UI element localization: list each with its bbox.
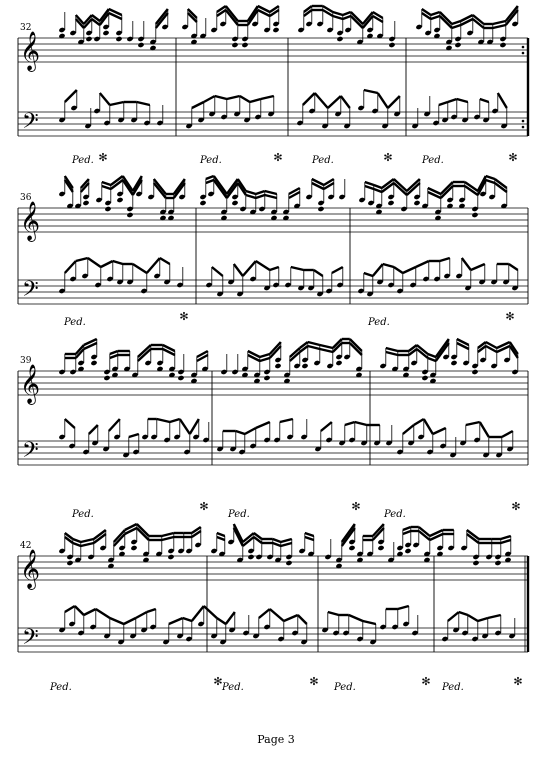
pedal-mark: Ped. bbox=[64, 317, 86, 328]
beam bbox=[162, 533, 174, 536]
pedal-mark: Ped. bbox=[222, 682, 244, 693]
beam bbox=[303, 93, 315, 105]
beam bbox=[65, 261, 76, 273]
beam bbox=[100, 93, 110, 105]
beam bbox=[343, 12, 351, 15]
pedal-mark: Ped. bbox=[334, 682, 356, 693]
beam bbox=[403, 425, 414, 434]
pedal-release-mark: ✻ bbox=[421, 675, 431, 688]
pedal-release-mark: ✻ bbox=[309, 675, 319, 688]
beam bbox=[298, 615, 307, 624]
beam bbox=[234, 264, 243, 276]
beam bbox=[256, 422, 270, 428]
beam bbox=[170, 419, 180, 422]
beam bbox=[281, 539, 292, 542]
notehead bbox=[263, 375, 270, 381]
beam bbox=[471, 264, 485, 270]
beam bbox=[436, 339, 449, 357]
beam bbox=[320, 345, 333, 348]
beam bbox=[480, 422, 489, 437]
notehead bbox=[454, 42, 461, 48]
beam bbox=[65, 419, 75, 428]
pedal-release-mark: ✻ bbox=[213, 675, 223, 688]
beam bbox=[217, 618, 226, 624]
beam bbox=[493, 21, 506, 24]
beam bbox=[424, 419, 433, 434]
notehead bbox=[116, 197, 123, 203]
beam bbox=[386, 348, 398, 351]
pedal-release-mark: ✻ bbox=[179, 310, 189, 323]
beam bbox=[256, 191, 265, 194]
beam bbox=[260, 358, 270, 361]
beam bbox=[73, 539, 81, 542]
beam bbox=[328, 96, 341, 108]
beam bbox=[355, 422, 367, 425]
beam bbox=[214, 176, 227, 194]
beam bbox=[333, 12, 343, 15]
notehead bbox=[126, 212, 133, 218]
beam bbox=[333, 16, 343, 19]
beam bbox=[281, 543, 292, 546]
beam bbox=[243, 261, 256, 276]
notehead bbox=[115, 36, 122, 42]
measure-number: 42 bbox=[20, 541, 32, 551]
beam bbox=[73, 543, 81, 546]
beam bbox=[96, 609, 110, 618]
beam bbox=[486, 176, 495, 179]
beam bbox=[341, 96, 350, 108]
bass-clef: 𝄢 bbox=[22, 277, 39, 307]
beam bbox=[365, 182, 374, 185]
beam bbox=[383, 264, 394, 267]
measure-number: 39 bbox=[20, 356, 32, 366]
notehead bbox=[231, 42, 238, 48]
pedal-release-mark: ✻ bbox=[383, 151, 393, 164]
beam bbox=[364, 273, 373, 276]
notehead bbox=[450, 360, 457, 366]
treble-clef: 𝄞 bbox=[20, 549, 41, 589]
notehead bbox=[387, 200, 394, 206]
repeat-dot bbox=[522, 52, 525, 55]
pedal-mark: Ped. bbox=[422, 155, 444, 166]
beam bbox=[113, 261, 123, 264]
beam bbox=[342, 524, 355, 542]
bass-staff bbox=[18, 628, 528, 652]
beam bbox=[265, 191, 277, 194]
beam bbox=[65, 606, 75, 612]
beam bbox=[498, 93, 507, 108]
measure-number: 32 bbox=[20, 23, 32, 33]
notehead bbox=[317, 206, 324, 212]
beam bbox=[431, 12, 440, 15]
systems-layer bbox=[18, 6, 528, 693]
beam bbox=[162, 537, 174, 540]
beam bbox=[136, 612, 147, 618]
beam bbox=[259, 609, 270, 618]
beam bbox=[291, 267, 304, 270]
beam bbox=[110, 351, 118, 354]
beam bbox=[321, 422, 332, 431]
beam bbox=[183, 618, 192, 621]
beam bbox=[468, 615, 478, 621]
beam bbox=[270, 609, 284, 621]
treble-clef: 𝄞 bbox=[20, 201, 41, 241]
beam bbox=[273, 543, 281, 546]
bass-notes bbox=[58, 90, 507, 129]
beam bbox=[428, 354, 436, 357]
beam bbox=[478, 618, 488, 621]
bass-staff bbox=[18, 280, 528, 304]
notehead bbox=[177, 375, 184, 381]
beam bbox=[486, 180, 495, 183]
beam bbox=[110, 355, 118, 358]
notehead bbox=[274, 363, 281, 369]
repeat-dot bbox=[522, 120, 525, 123]
beam bbox=[109, 419, 120, 431]
beam bbox=[215, 96, 227, 99]
beam bbox=[459, 612, 468, 615]
beam bbox=[439, 102, 448, 105]
beam bbox=[124, 618, 136, 624]
bass-notes bbox=[58, 258, 518, 297]
beam bbox=[212, 267, 223, 276]
beam bbox=[452, 25, 461, 28]
beam bbox=[204, 96, 215, 102]
beam bbox=[227, 96, 240, 99]
beam bbox=[256, 195, 265, 198]
beam bbox=[373, 264, 383, 276]
bass-clef: 𝄢 bbox=[22, 438, 39, 468]
beam bbox=[102, 186, 111, 189]
beam bbox=[110, 618, 124, 624]
pedal-release-mark: ✻ bbox=[511, 500, 521, 513]
beam bbox=[75, 606, 84, 615]
beam bbox=[76, 258, 88, 261]
beam bbox=[378, 93, 388, 108]
notehead bbox=[167, 554, 174, 560]
beam bbox=[190, 419, 199, 434]
beam bbox=[246, 191, 256, 194]
pedal-release-mark: ✻ bbox=[273, 151, 283, 164]
system bbox=[18, 524, 528, 693]
measure-number: 36 bbox=[20, 193, 32, 203]
beam bbox=[260, 354, 270, 357]
notehead bbox=[231, 200, 238, 206]
beam bbox=[363, 621, 376, 624]
notehead bbox=[336, 36, 343, 42]
beam bbox=[256, 261, 270, 270]
notehead bbox=[335, 360, 342, 366]
notehead bbox=[82, 200, 89, 206]
beam bbox=[493, 25, 506, 28]
bass-notes bbox=[58, 419, 513, 458]
pedal-mark: Ped. bbox=[200, 155, 222, 166]
notehead bbox=[241, 42, 248, 48]
repeat-dot bbox=[522, 46, 525, 49]
notehead bbox=[413, 200, 420, 206]
beam bbox=[160, 258, 170, 264]
beam bbox=[110, 102, 124, 105]
treble-clef: 𝄞 bbox=[20, 364, 41, 404]
beam bbox=[129, 434, 139, 437]
bass-clef: 𝄢 bbox=[22, 109, 39, 139]
beam bbox=[305, 537, 314, 540]
system bbox=[18, 6, 528, 166]
beam bbox=[226, 612, 235, 624]
beam bbox=[349, 615, 363, 621]
beam bbox=[236, 431, 245, 434]
pedal-release-mark: ✻ bbox=[513, 675, 523, 688]
beam bbox=[308, 346, 320, 349]
beam bbox=[328, 612, 339, 615]
system bbox=[18, 176, 528, 328]
beam bbox=[315, 93, 328, 108]
repeat-dot bbox=[522, 126, 525, 129]
notehead bbox=[348, 545, 355, 551]
notehead bbox=[472, 560, 479, 566]
beam bbox=[84, 609, 96, 615]
notehead bbox=[301, 363, 308, 369]
beam bbox=[250, 99, 261, 102]
beam bbox=[398, 606, 409, 609]
beam bbox=[206, 176, 214, 179]
notehead bbox=[104, 206, 111, 212]
beam bbox=[386, 352, 398, 355]
beam bbox=[428, 358, 436, 361]
beam bbox=[169, 618, 183, 624]
notehead bbox=[247, 554, 254, 560]
beam bbox=[502, 431, 513, 437]
beam bbox=[245, 428, 256, 434]
beam bbox=[240, 96, 250, 102]
bass-staff bbox=[18, 112, 528, 136]
beam bbox=[509, 264, 518, 270]
beam bbox=[280, 419, 293, 422]
beam bbox=[345, 422, 355, 425]
pedal-release-mark: ✻ bbox=[98, 151, 108, 164]
beam bbox=[147, 258, 160, 273]
beam bbox=[273, 539, 281, 542]
pedal-release-mark: ✻ bbox=[351, 500, 361, 513]
system bbox=[18, 339, 528, 520]
beam bbox=[343, 16, 351, 19]
pedal-mark: Ped. bbox=[50, 682, 72, 693]
beam bbox=[133, 264, 147, 273]
beam bbox=[314, 270, 323, 276]
notehead bbox=[66, 560, 73, 566]
bass-notes bbox=[58, 606, 515, 645]
pedal-release-mark: ✻ bbox=[508, 151, 518, 164]
beam bbox=[488, 615, 501, 618]
beam bbox=[102, 182, 111, 185]
beam bbox=[217, 537, 225, 540]
pedal-mark: Ped. bbox=[442, 682, 464, 693]
notehead bbox=[102, 30, 109, 36]
notehead bbox=[377, 545, 384, 551]
beam bbox=[204, 606, 217, 618]
notehead bbox=[130, 545, 137, 551]
beam bbox=[431, 16, 440, 19]
beam bbox=[403, 531, 411, 534]
beam bbox=[332, 267, 343, 273]
beam bbox=[457, 99, 468, 102]
pedal-mark: Ped. bbox=[312, 155, 334, 166]
beam bbox=[261, 96, 274, 99]
beam bbox=[217, 533, 225, 536]
beam bbox=[284, 615, 298, 621]
beam bbox=[480, 99, 489, 102]
beam bbox=[394, 267, 403, 273]
page-number: Page 3 bbox=[257, 733, 295, 746]
beam bbox=[414, 419, 424, 425]
notehead bbox=[499, 42, 506, 48]
notehead bbox=[404, 548, 411, 554]
beam bbox=[416, 261, 429, 267]
notehead bbox=[471, 212, 478, 218]
notehead bbox=[494, 560, 501, 566]
beam bbox=[403, 267, 416, 273]
beam bbox=[448, 612, 459, 621]
beam bbox=[137, 102, 150, 105]
beam bbox=[81, 543, 94, 546]
notehead bbox=[85, 36, 92, 42]
pedal-release-mark: ✻ bbox=[199, 500, 209, 513]
notehead bbox=[90, 360, 97, 366]
beam bbox=[440, 258, 450, 261]
beam bbox=[374, 189, 382, 192]
beam bbox=[246, 195, 256, 198]
notehead bbox=[388, 42, 395, 48]
beam bbox=[81, 539, 94, 542]
beam bbox=[501, 540, 511, 543]
beam bbox=[364, 90, 378, 93]
beam bbox=[206, 180, 214, 183]
beam bbox=[466, 422, 480, 425]
notehead bbox=[103, 375, 110, 381]
beam bbox=[214, 180, 227, 198]
notehead bbox=[421, 375, 428, 381]
beam bbox=[192, 102, 204, 108]
beam bbox=[305, 533, 314, 536]
beam bbox=[452, 21, 461, 24]
notehead bbox=[471, 369, 478, 375]
beam bbox=[89, 425, 98, 434]
beam bbox=[433, 428, 446, 434]
notehead bbox=[272, 27, 279, 33]
treble-clef: 𝄞 bbox=[20, 31, 41, 71]
beam bbox=[192, 606, 204, 621]
beam bbox=[462, 258, 471, 270]
beam bbox=[308, 342, 320, 345]
beam bbox=[270, 267, 279, 270]
beam bbox=[320, 349, 333, 352]
pedal-mark: Ped. bbox=[228, 509, 250, 520]
notehead bbox=[199, 200, 206, 206]
pedal-mark: Ped. bbox=[72, 155, 94, 166]
treble-staff bbox=[18, 556, 528, 580]
beam bbox=[501, 536, 511, 539]
beam bbox=[88, 258, 101, 267]
pedal-mark: Ped. bbox=[368, 317, 390, 328]
notehead bbox=[285, 560, 292, 566]
beam bbox=[157, 419, 170, 422]
beam bbox=[388, 96, 400, 108]
bass-clef: 𝄢 bbox=[22, 625, 39, 655]
beam bbox=[65, 90, 77, 102]
pedal-mark: Ped. bbox=[384, 509, 406, 520]
beam bbox=[180, 419, 190, 434]
beam bbox=[101, 261, 113, 267]
pedal-release-mark: ✻ bbox=[505, 310, 515, 323]
beam bbox=[403, 527, 411, 530]
beam bbox=[448, 99, 457, 102]
beam bbox=[265, 195, 277, 198]
pedal-mark: Ped. bbox=[72, 509, 94, 520]
beam bbox=[374, 185, 382, 188]
notehead bbox=[137, 42, 144, 48]
beam bbox=[365, 186, 374, 189]
beam bbox=[147, 609, 156, 612]
treble-staff bbox=[18, 371, 528, 395]
